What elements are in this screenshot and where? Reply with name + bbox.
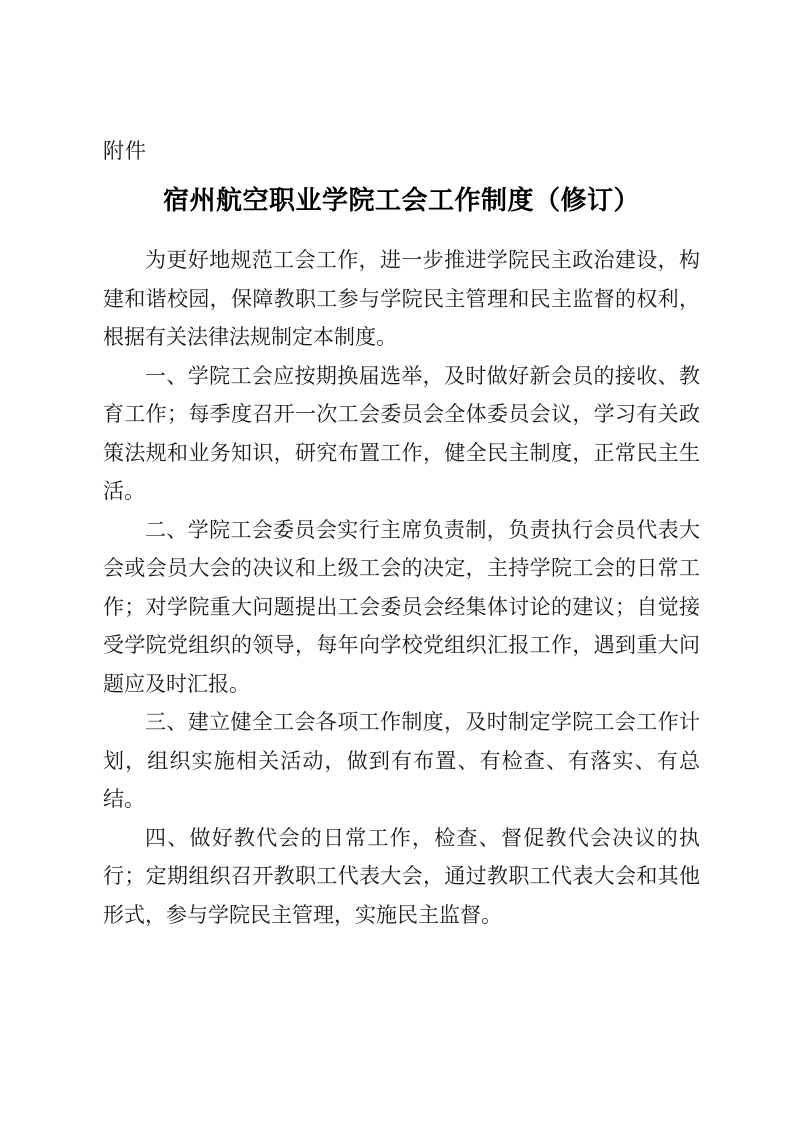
paragraph-intro: 为更好地规范工会工作，进一步推进学院民主政治建设，构建和谐校园，保障教职工参与学院民主管理和民主监督的权利，根据有关法律法规制定本制度。	[103, 248, 700, 349]
paragraph-item-4: 四、做好教代会的日常工作，检查、督促教代会决议的执行；定期组织召开教职工代表大会，通过教职工代表大会和其他形式，参与学院民主管理，实施民主监督。	[103, 825, 700, 927]
paragraph-item-3: 三、建立健全工会各项工作制度，及时制定学院工会工作计划，组织实施相关活动，做到有布置、有检查、有落实、有总结。	[103, 710, 700, 811]
document-title: 宿州航空职业学院工会工作制度（修订）	[162, 186, 640, 216]
attachment-label: 附件	[103, 140, 147, 163]
paragraph-item-2: 二、学院工会委员会实行主席负责制，负责执行会员代表大会或会员大会的决议和上级工会的决定，主持学院工会的日常工作；对学院重大问题提出工会委员会经集体讨论的建议；自觉接受学院党组织的领导，每年向学校党组织汇报工作，遇到重大问题应及时汇报。	[103, 517, 700, 696]
document-body	[103, 241, 700, 934]
paragraph-item-1: 一、学院工会应按期换届选举，及时做好新会员的接收、教育工作；每季度召开一次工会委员会全体委员会议，学习有关政策法规和业务知识，研究布置工作，健全民主制度，正常民主生活。	[103, 363, 700, 503]
